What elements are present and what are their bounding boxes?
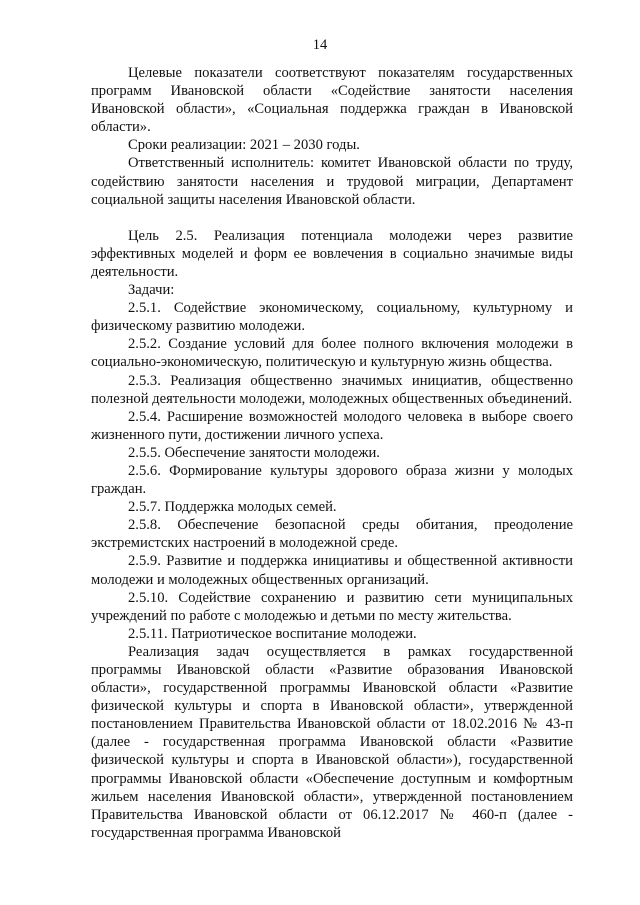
paragraph-task-2-5-1: 2.5.1. Содействие экономическому, социальному, культурному и физическому развитию молодежи. — [91, 300, 573, 335]
paragraph-implementation-programs: Реализация задач осуществляется в рамках государственной программы Ивановской области «Развитие образования Ивановской области», государственной программы Ивановской области «Развитие физической культуры и спорта в Ивановской области», утвержденной постановлением Правительства Ивановской области от 18.02.2016 № 43-п (далее - государственная программа Ивановской области «Развитие физической культуры и спорта в Ивановской области»), государственной программы Ивановской области «Обеспечение доступным и комфортным жильем населения Ивановской области», утвержденной постановлением Правительства Ивановской области от 06.12.2017 № 460-п (далее - государственная программа Ивановской — [91, 643, 573, 841]
paragraph-task-2-5-2: 2.5.2. Создание условий для более полного включения молодежи в социально-экономическую, политическую и культурную жизнь общества. — [91, 336, 573, 371]
page-number: 14 — [312, 37, 328, 53]
paragraph-task-2-5-6: 2.5.6. Формирование культуры здорового образа жизни у молодых граждан. — [91, 462, 573, 498]
paragraph-task-2-5-3: 2.5.3. Реализация общественно значимых инициатив, общественно полезной деятельности молодежи, молодежных общественных объединений. — [91, 372, 573, 407]
paragraph-task-2-5-9: 2.5.9. Развитие и поддержка инициативы и общественной активности молодежи и молодежных общественных организаций. — [91, 553, 573, 588]
document-body — [91, 64, 573, 842]
paragraph-tasks-heading: Задачи: — [128, 282, 175, 299]
paragraph-task-2-5-10: 2.5.10. Содействие сохранению и развитию сети муниципальных учреждений по работе с молодежью и детьми по месту жительства. — [91, 589, 573, 624]
paragraph-task-2-5-4: 2.5.4. Расширение возможностей молодого человека в выборе своего жизненного пути, достижении личного успеха. — [91, 408, 573, 443]
paragraph-task-2-5-8: 2.5.8. Обеспечение безопасной среды обитания, преодоление экстремистских настроений в молодежной среде. — [91, 517, 573, 552]
paragraph-implementation-period: Сроки реализации: 2021 – 2030 годы. — [128, 137, 360, 154]
paragraph-goal-2-5: Цель 2.5. Реализация потенциала молодежи через развитие эффективных моделей и форм ее вовлечения в социально значимые виды деятельности. — [91, 227, 573, 280]
paragraph-task-2-5-11: 2.5.11. Патриотическое воспитание молодежи. — [128, 625, 417, 642]
paragraph-responsible-executor: Ответственный исполнитель: комитет Ивановской области по труду, содействию занятости населения и трудовой миграции, Департамент социальной защиты населения Ивановской области. — [91, 155, 573, 208]
paragraph-task-2-5-7: 2.5.7. Поддержка молодых семей. — [128, 499, 337, 516]
paragraph-task-2-5-5: 2.5.5. Обеспечение занятости молодежи. — [128, 444, 380, 461]
paragraph-target-indicators: Целевые показатели соответствуют показателям государственных программ Ивановской области «Содействие занятости населения Ивановской области», «Социальная поддержка граждан в Ивановской области». — [91, 65, 573, 136]
